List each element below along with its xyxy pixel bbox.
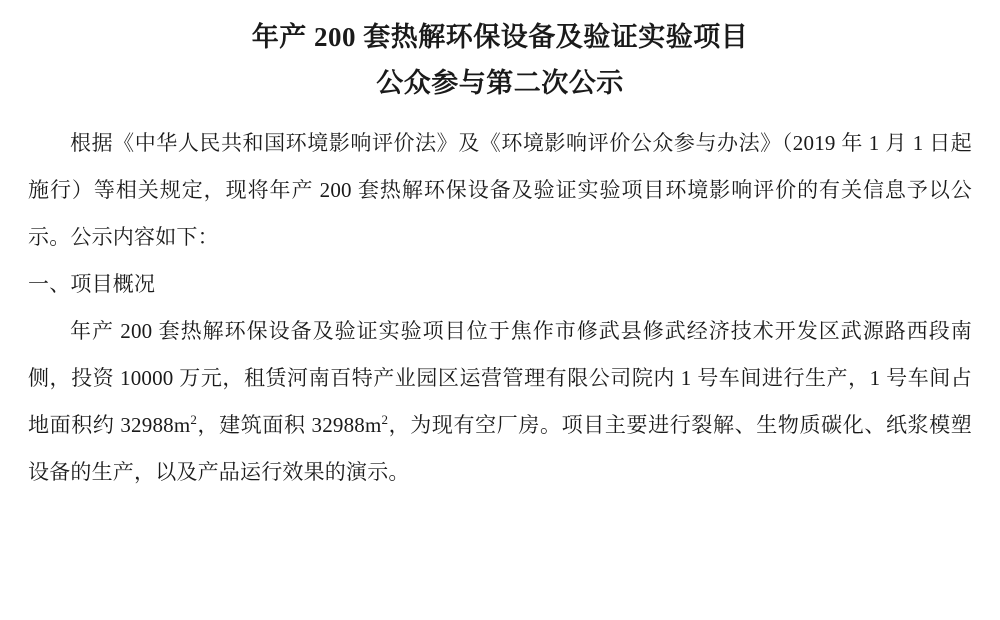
page-title [28,8,972,106]
section-heading-project-overview: 一、项目概况 [28,272,156,296]
page-title-line-2: 公众参与第二次公示 [376,68,624,98]
page-title-line-1: 年产 200 套热解环保设备及验证实验项目 [251,22,749,52]
document-body [28,120,972,496]
paragraph-project-overview: 年产 200 套热解环保设备及验证实验项目位于焦作市修武县修武经济技术开发区武源路西段南侧，投资 10000 万元，租赁河南百特产业园区运营管理有限公司院内 1 号车间进行生产，1 号车间占地面积约 $32988m^2$，建筑面积 $32988m^2$，为现有空厂房。项目主要进行裂解、生物质碳化、纸浆模塑设备的生产，以及产品运行效果的演示。 [28,319,972,484]
paragraph-intro: 根据《中华人民共和国环境影响评价法》及《环境影响评价公众参与办法》（2019 年 1 月 1 日起施行）等相关规定，现将年产 200 套热解环保设备及验证实验项目环境影响评价的有关信息予以公示。公示内容如下： [28,131,972,249]
